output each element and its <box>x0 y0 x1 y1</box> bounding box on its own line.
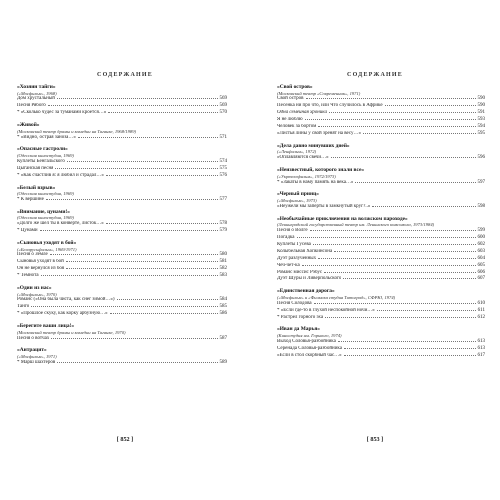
toc-section <box>277 326 485 359</box>
section-subtitle: (Московский театр «Современник», 1971) <box>277 90 361 96</box>
toc-section <box>17 84 227 117</box>
section-title: «Живой» <box>17 122 40 129</box>
dot-leader <box>318 258 475 259</box>
entry-page-number: 593 <box>477 117 485 123</box>
dot-leader <box>51 338 217 339</box>
toc-entry[interactable] <box>277 256 485 263</box>
toc-section <box>17 185 227 204</box>
toc-entry[interactable] <box>17 173 227 180</box>
entry-page-number: 575 <box>219 165 227 171</box>
entry-title: Дуэт Шуры и Ливерпольского <box>277 276 342 282</box>
section-title: «Неизвестный, которого знали все» <box>277 167 365 174</box>
toc-entry[interactable] <box>277 204 485 211</box>
section-title: «Берегите ваши лица!» <box>17 323 75 330</box>
section-subtitle: (Московский театр драмы и комедии на Таганке, 1970) <box>17 329 126 335</box>
toc-entry[interactable] <box>17 273 227 280</box>
entry-title: Песня о Земле <box>17 252 48 258</box>
dot-leader <box>331 157 476 158</box>
toc-entry[interactable] <box>277 270 485 277</box>
toc-entry[interactable] <box>277 308 485 315</box>
entry-page-number: 597 <box>477 179 485 185</box>
dot-leader <box>78 137 218 138</box>
dot-leader <box>318 126 475 127</box>
dot-leader <box>343 278 475 279</box>
entry-page-number: 584 <box>219 297 227 303</box>
toc-entry[interactable] <box>17 266 227 273</box>
toc-entry[interactable] <box>277 228 485 235</box>
dot-leader <box>66 268 217 269</box>
entry-title: Погадка <box>277 235 295 241</box>
dot-leader <box>324 272 475 273</box>
toc-section <box>277 216 485 284</box>
page-heading: СОДЕРЖАНИЕ <box>97 72 153 78</box>
page-number: [ 852 ] <box>116 436 134 443</box>
section-title: «Опасные гастроли» <box>17 146 68 153</box>
entry-title: «Листья лины у свой зренят на весу…» <box>277 130 362 136</box>
dot-leader <box>31 306 217 307</box>
dot-leader <box>67 161 218 162</box>
entry-title: Песня о вотчах <box>17 335 50 341</box>
section-title: «Необычайные приключения на волжском пароходе» <box>277 215 408 222</box>
dot-leader <box>377 310 476 311</box>
dot-leader <box>305 119 476 120</box>
dot-leader <box>57 98 218 99</box>
toc-entry[interactable] <box>277 103 485 110</box>
toc-section <box>277 143 485 162</box>
entry-title: Выход Соловья-разбойника <box>277 338 336 344</box>
entry-page-number: 579 <box>219 228 227 234</box>
section-subtitle: (Одесская киностудия, 1969) <box>17 191 74 197</box>
entry-page-number: 569 <box>219 96 227 102</box>
entry-page-number: 590 <box>477 96 485 102</box>
entry-title: * Растрел горного эха <box>277 314 324 320</box>
entry-title: * «Как счастлив я: я любил и страдал…» <box>17 172 104 178</box>
toc-section <box>277 167 485 186</box>
entry-title: Я не люблю <box>277 117 303 123</box>
dot-leader <box>40 230 218 231</box>
toc-entry[interactable] <box>17 96 227 103</box>
entry-title: Колыбельная Хопкинсона <box>277 248 333 254</box>
entry-title: Одна семейная хроника <box>277 110 327 116</box>
dot-leader <box>313 244 476 245</box>
entry-page-number: 589 <box>219 359 227 365</box>
toc-entry[interactable] <box>17 259 227 266</box>
entry-page-number: 613 <box>477 338 485 344</box>
dot-leader <box>334 251 475 252</box>
entry-page-number: 577 <box>219 196 227 202</box>
dot-leader <box>297 237 476 238</box>
entry-title: «Долго же шел ты в конверте, листок…» <box>17 221 104 227</box>
toc-entry[interactable] <box>17 197 227 204</box>
toc-entry[interactable] <box>17 159 227 166</box>
entry-page-number: 569 <box>219 103 227 109</box>
right-page <box>250 0 500 500</box>
toc-entry[interactable] <box>277 353 485 360</box>
entry-title: Чеч-чет-ка <box>277 262 300 268</box>
entry-title: * «Закаты в наму память на века…» <box>277 179 354 185</box>
entry-page-number: 586 <box>219 311 227 317</box>
entry-title: Романс миссис Рэбус <box>277 269 323 275</box>
toc-entry[interactable] <box>277 276 485 283</box>
entry-page-number: 596 <box>477 155 485 161</box>
section-subtitle: (Московский театр драмы и комедии на Таганке, 1968/1989) <box>17 128 137 134</box>
toc-entry[interactable] <box>277 180 485 187</box>
entry-title: «Если в стол скорбный час…» <box>277 352 342 358</box>
toc-entry[interactable] <box>277 96 485 103</box>
toc-entry[interactable] <box>277 339 485 346</box>
section-title: «Сыновья уходят в бой» <box>17 240 77 247</box>
entry-page-number: 574 <box>219 158 227 164</box>
toc-entry[interactable] <box>277 131 485 138</box>
entry-page-number: 581 <box>219 259 227 265</box>
toc-entry[interactable] <box>277 263 485 270</box>
dot-leader <box>106 175 218 176</box>
entry-page-number: 578 <box>219 221 227 227</box>
entry-page-number: 613 <box>477 345 485 351</box>
entry-title: Он не вернулся из боя <box>17 266 65 272</box>
entry-title: Песенка ни про что, или Что случилось в Африке <box>277 103 383 109</box>
entry-page-number: 606 <box>477 269 485 275</box>
entry-title: Песня о Волге <box>277 228 308 234</box>
entry-title: Цыганская песня <box>17 165 54 171</box>
entry-page-number: 570 <box>219 110 227 116</box>
section-title: «Черный принц» <box>277 191 319 198</box>
entry-title: * «Сколько чудес за туманами кроется…» <box>17 110 107 116</box>
entry-page-number: 599 <box>477 228 485 234</box>
section-subtitle: («Мосфильм», 1973) <box>277 198 317 204</box>
entry-page-number: 612 <box>477 314 485 320</box>
entry-page-number: 591 <box>477 110 485 116</box>
entry-page-number: 600 <box>477 235 485 241</box>
toc-entry[interactable] <box>17 252 227 259</box>
entry-page-number: 610 <box>477 300 485 306</box>
entry-title: Дуэт разлученных <box>277 255 317 261</box>
entry-title: * «Видно, острая заноза…» <box>17 134 76 140</box>
section-subtitle: (Одесская киностудия, 1969) <box>17 215 74 221</box>
section-subtitle: («Мосфильм» и «Филмска студия Титоград», СФРЮ, 1974) <box>277 294 396 300</box>
dot-leader <box>344 348 476 349</box>
section-title: «Внимание, цунами!» <box>17 208 71 215</box>
section-title: «Иван да Марья» <box>277 326 320 333</box>
toc-entry[interactable] <box>277 315 485 322</box>
section-subtitle: («Беларусьфильм», 1969/1971) <box>17 246 77 252</box>
toc-entry[interactable] <box>277 235 485 242</box>
toc-section <box>17 122 227 141</box>
entry-title: Куплеты Гусева <box>277 241 311 247</box>
toc-section <box>17 209 227 235</box>
entry-title: Сыновья уходят в бой <box>17 259 64 265</box>
dot-leader <box>110 313 218 314</box>
toc-entry[interactable] <box>277 117 485 124</box>
dot-leader <box>306 98 476 99</box>
section-subtitle: (Одесская киностудия, 1969) <box>17 153 74 158</box>
entry-title: * Марш шахтеров <box>17 359 56 365</box>
entry-page-number: 604 <box>477 255 485 261</box>
entry-page-number: 583 <box>219 273 227 279</box>
toc-section <box>277 191 485 210</box>
dot-leader <box>314 303 476 304</box>
toc-entry[interactable] <box>277 242 485 249</box>
toc-section <box>17 323 227 342</box>
dot-leader <box>344 355 476 356</box>
toc-entry[interactable] <box>17 304 227 311</box>
entry-title: Серенада Соловья-разбойника <box>277 345 342 351</box>
section-title: «Дела давно минувших дней» <box>277 142 350 149</box>
entry-page-number: 617 <box>477 352 485 358</box>
entry-title: Дом хрустальный <box>17 96 55 102</box>
toc-entry[interactable] <box>277 249 485 256</box>
dot-leader <box>48 105 218 106</box>
entry-title: «Оплавляются свечи…» <box>277 155 329 161</box>
dot-leader <box>106 223 218 224</box>
dot-leader <box>108 112 217 113</box>
toc-entry[interactable] <box>17 336 227 343</box>
entry-title: Человек за бортом <box>277 124 317 130</box>
entry-title: Свой остров <box>277 96 304 102</box>
dot-leader <box>46 199 218 200</box>
dot-leader <box>57 362 217 363</box>
entry-page-number: 590 <box>477 103 485 109</box>
entry-page-number: 598 <box>477 203 485 209</box>
entry-page-number: 607 <box>477 276 485 282</box>
dot-leader <box>50 254 218 255</box>
section-title: «Белый взрыв» <box>17 184 56 191</box>
dot-leader <box>302 265 476 266</box>
toc-entry[interactable] <box>17 228 227 235</box>
entry-page-number: 582 <box>219 266 227 272</box>
dot-leader <box>55 168 217 169</box>
dot-leader <box>385 105 476 106</box>
section-subtitle: («Мосфильм», 1971) <box>17 354 57 360</box>
section-title: «Свой остров» <box>277 84 313 90</box>
entry-title: Романс («Она была чиста, как снег зимой…») <box>17 297 115 303</box>
entry-page-number: 594 <box>477 124 485 130</box>
section-subtitle: («Мосфильм», 1970) <box>17 291 57 297</box>
toc-section <box>277 84 485 138</box>
entry-page-number: 585 <box>219 304 227 310</box>
dot-leader <box>363 133 475 134</box>
toc-entry[interactable] <box>17 311 227 318</box>
toc-section <box>277 288 485 321</box>
entry-page-number: 595 <box>477 130 485 136</box>
section-subtitle: (Ленинградский государственный театр им. Ленинского комсомола, 1973/1984) <box>277 222 435 228</box>
section-title: «Единственная дорога» <box>277 288 335 295</box>
dot-leader <box>41 275 218 276</box>
section-subtitle: («Мосфильм», 1968) <box>17 90 57 96</box>
dot-leader <box>66 261 218 262</box>
entry-title: * Темнота <box>17 273 39 279</box>
toc-section <box>17 146 227 179</box>
entry-title: Танго <box>17 304 30 310</box>
section-subtitle: («Укртелефильм», 1972/1973) <box>277 173 336 179</box>
dot-leader <box>325 317 475 318</box>
toc-entry[interactable] <box>277 124 485 131</box>
dot-leader <box>117 299 218 300</box>
toc-list <box>17 84 227 372</box>
entry-title: «Неужели мы заперты в замкнутый круг?..» <box>277 203 371 209</box>
entry-page-number: 605 <box>477 262 485 268</box>
dot-leader <box>310 230 476 231</box>
entry-title: Куплеты Бенгальского <box>17 158 65 164</box>
dot-leader <box>338 341 476 342</box>
toc-entry[interactable] <box>277 155 485 162</box>
section-title: «Антрацит» <box>17 347 47 354</box>
toc-section <box>17 347 227 366</box>
toc-entry[interactable] <box>17 110 227 117</box>
section-subtitle: (Киностудия им. Горького, 1974) <box>277 333 342 339</box>
toc-entry[interactable] <box>17 135 227 142</box>
section-title: «Один из нас» <box>17 285 52 292</box>
entry-page-number: 611 <box>477 307 485 313</box>
toc-entry[interactable] <box>17 221 227 228</box>
entry-title: * «Если где-то в глухой неспокойной ночи…» <box>277 307 375 313</box>
entry-title: * «Прошлое скуку, как корку арбузную…» <box>17 311 108 317</box>
toc-entry[interactable] <box>17 103 227 110</box>
toc-entry[interactable] <box>17 297 227 304</box>
toc-section <box>17 285 227 318</box>
toc-entry[interactable] <box>17 360 227 367</box>
dot-leader <box>329 112 476 113</box>
section-title: «Хозяин тайги» <box>17 84 56 90</box>
toc-entry[interactable] <box>277 346 485 353</box>
entry-title: Песня Рябого <box>17 103 46 109</box>
page-heading: СОДЕРЖАНИЕ <box>347 72 403 78</box>
toc-section <box>17 240 227 280</box>
entry-page-number: 576 <box>219 172 227 178</box>
entry-page-number: 580 <box>219 252 227 258</box>
dot-leader <box>372 206 475 207</box>
toc-entry[interactable] <box>17 166 227 173</box>
section-subtitle: («Ленфильм», 1972) <box>277 149 317 155</box>
entry-title: * Цунами <box>17 228 38 234</box>
page-number: [ 853 ] <box>366 436 384 443</box>
toc-list <box>277 84 485 365</box>
dot-leader <box>355 182 475 183</box>
entry-page-number: 571 <box>219 134 227 140</box>
toc-entry[interactable] <box>277 301 485 308</box>
entry-page-number: 587 <box>219 335 227 341</box>
toc-entry[interactable] <box>277 110 485 117</box>
entry-page-number: 602 <box>477 241 485 247</box>
entry-title: * К вершине <box>17 196 44 202</box>
entry-title: Песня Солодова <box>277 300 312 306</box>
entry-page-number: 603 <box>477 248 485 254</box>
